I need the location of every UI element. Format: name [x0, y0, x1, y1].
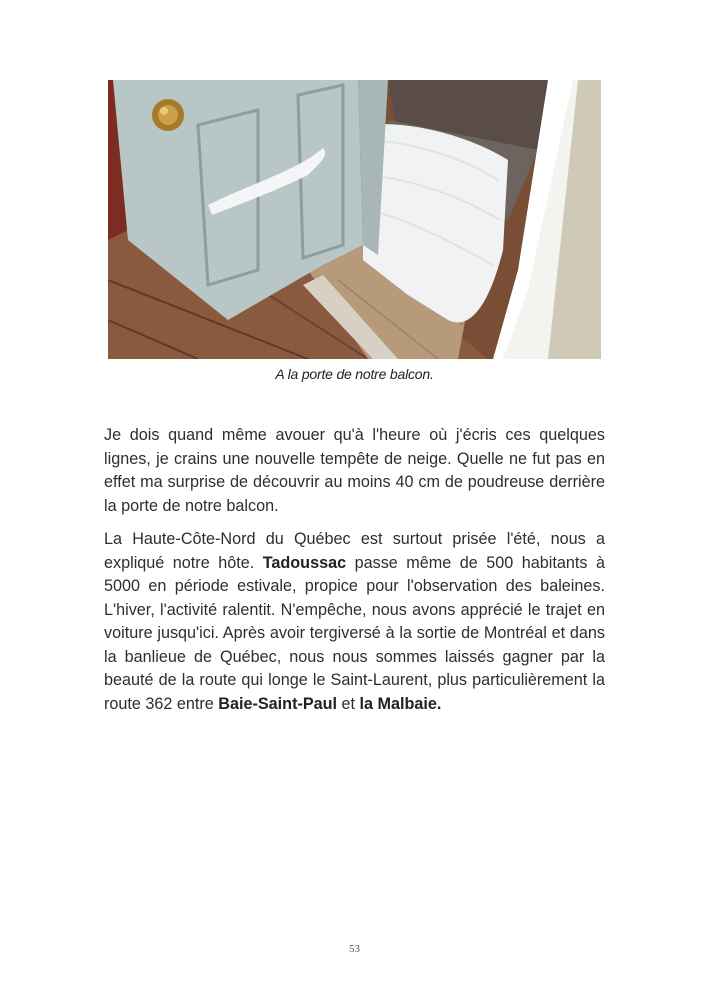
- page-number: 53: [349, 943, 360, 955]
- paragraph-2: [104, 528, 605, 716]
- paragraph-2-part3: et: [337, 694, 360, 713]
- door-snow-photo: [108, 80, 601, 359]
- figure-caption: A la porte de notre balcon.: [275, 366, 434, 382]
- place-la-malbaie: la Malbaie.: [359, 694, 442, 713]
- paragraph-1: Je dois quand même avouer qu'à l'heure où j'écris ces quelques lignes, je crains une nouvelle tempête de neige. Quelle ne fut pas en effet ma surprise de découvrir au moins 40 cm de poudreuse derrière la porte de notre balcon.: [104, 426, 605, 515]
- paragraph-2-part2: passe même de 500 habitants à 5000 en période estivale, propice pour l'observation des baleines. L'hiver, l'activité ralentit. N'empêche, nous avons apprécié le trajet en voiture jusqu'ici. Après avoir tergiversé à la sortie de Montréal et dans la banlieue de Québec, nous nous sommes laissés gagner par la beauté de la route qui longe le Saint-Laurent, plus particulièrement la route 362 entre: [104, 553, 605, 713]
- place-tadoussac: Tadoussac: [262, 553, 347, 572]
- body-text: [104, 424, 605, 726]
- paragraph-2-part1: La Haute-Côte-Nord du Québec est surtout prisée l'été, nous a expliqué notre hôte.: [104, 530, 605, 572]
- place-baie-saint-paul: Baie-Saint-Paul: [218, 694, 338, 713]
